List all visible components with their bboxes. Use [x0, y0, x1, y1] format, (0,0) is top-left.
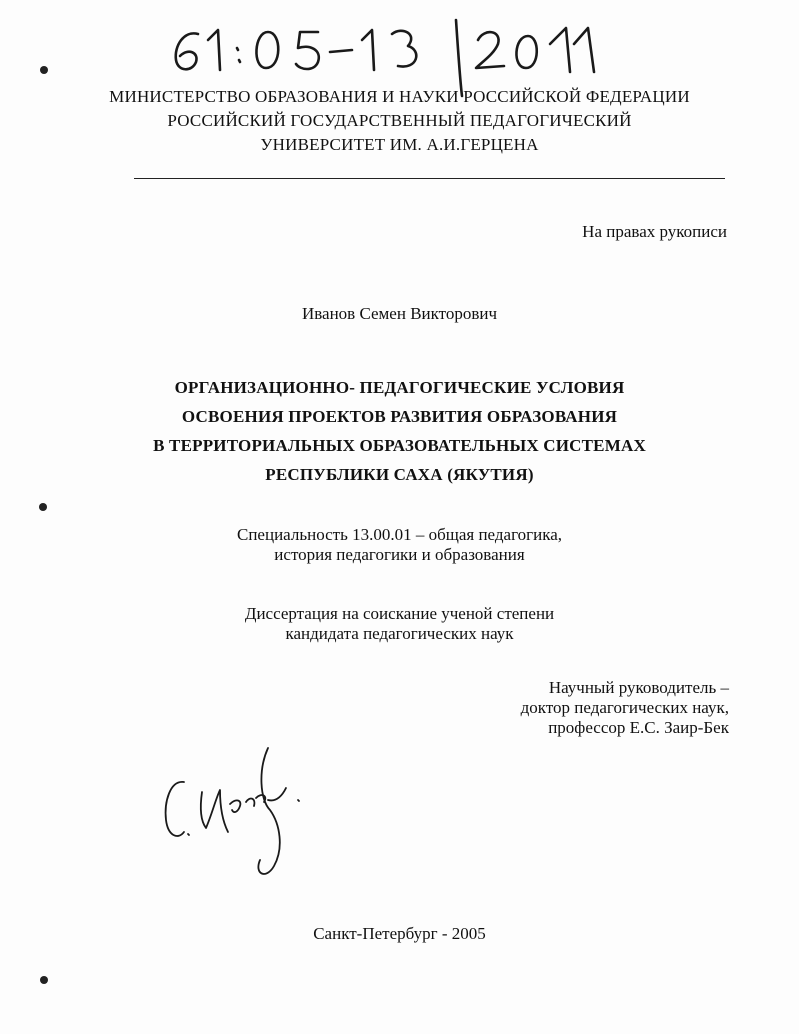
title-line-2: ОСВОЕНИЯ ПРОЕКТОВ РАЗВИТИЯ ОБРАЗОВАНИЯ [181, 407, 618, 426]
header-line-ministry: МИНИСТЕРСТВО ОБРАЗОВАНИЯ И НАУКИ РОССИЙСКОЙ ФЕДЕРАЦИИ [109, 87, 690, 106]
dissertation-line-2: кандидата педагогических наук [285, 624, 514, 643]
scan-mark-middle [39, 503, 47, 511]
specialty-line-2: история педагогики и образования [274, 545, 525, 564]
scan-mark-bottom [40, 976, 48, 984]
dissertation-line-1: Диссертация на соискание ученой степени [244, 604, 555, 623]
header-line-university: РОССИЙСКИЙ ГОСУДАРСТВЕННЫЙ ПЕДАГОГИЧЕСКИЙ [167, 111, 632, 130]
signature-drawing [150, 740, 320, 890]
title-line-4: РЕСПУБЛИКИ САХА (ЯКУТИЯ) [265, 465, 534, 484]
title-line-3: В ТЕРРИТОРИАЛЬНЫХ ОБРАЗОВАТЕЛЬНЫХ СИСТЕМАХ [153, 436, 646, 455]
advisor-line-1: Научный руководитель – [548, 678, 729, 697]
specialty-line-1: Специальность 13.00.01 – общая педагогика, [237, 525, 562, 544]
scientific-advisor [521, 678, 729, 738]
place-and-year: Санкт-Петербург - 2005 [313, 924, 486, 943]
scan-mark-top [40, 66, 48, 74]
rights-note: На правах рукописи [582, 222, 727, 241]
title-line-1: ОРГАНИЗАЦИОННО- ПЕДАГОГИЧЕСКИЕ УСЛОВИЯ [174, 378, 625, 397]
header-line-university-name: УНИВЕРСИТЕТ ИМ. А.И.ГЕРЦЕНА [260, 135, 539, 154]
advisor-line-2: доктор педагогических наук, [520, 698, 729, 717]
author-signature [150, 740, 320, 890]
header-divider [134, 178, 725, 179]
author-name: Иванов Семен Викторович [301, 304, 498, 323]
advisor-line-3: профессор Е.С. Заир-Бек [548, 718, 729, 737]
